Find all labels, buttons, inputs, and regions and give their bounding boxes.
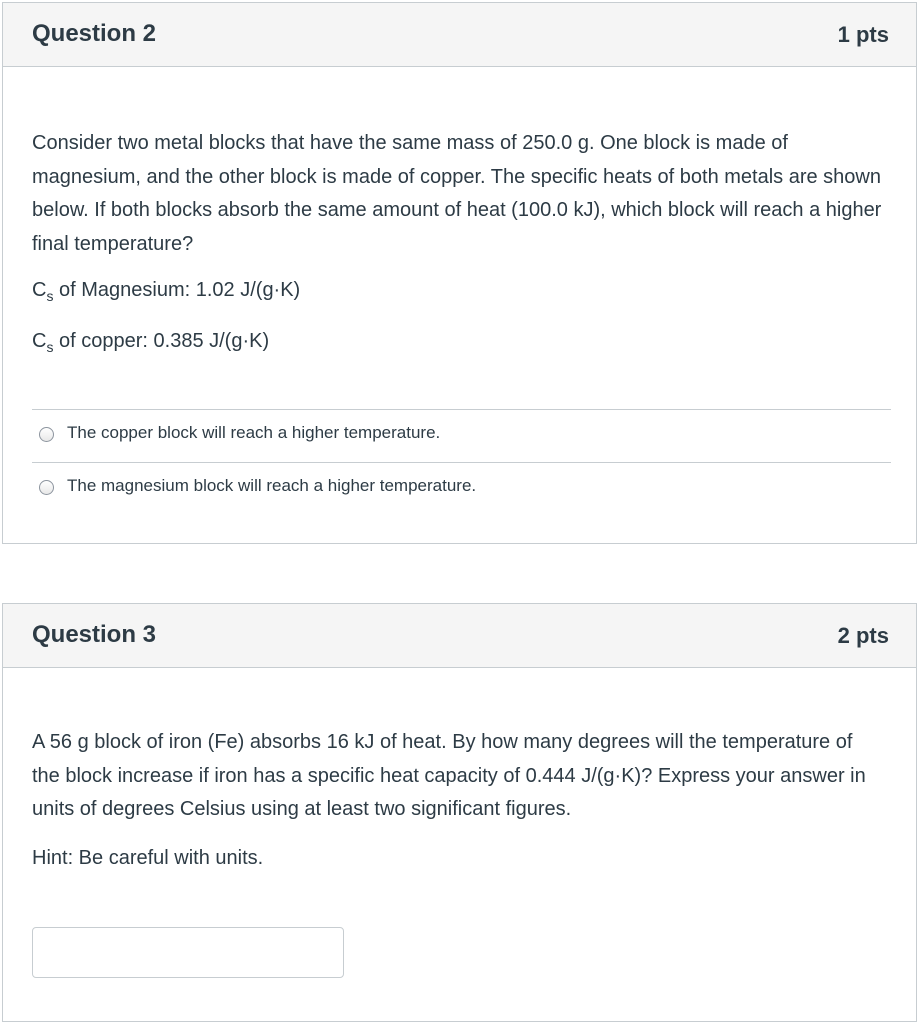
question-text: A 56 g block of iron (Fe) absorbs 16 kJ of heat. By how many degrees will the temperature of the block increase if iron has a specific heat capacity of 0.444 J/(g·K)? Express your answer in units of degrees Celsius using at least two significant figures. xyxy=(32,731,866,820)
symbol: C xyxy=(32,330,47,352)
value-text: of Magnesium: 1.02 J/(g·K) xyxy=(53,279,301,301)
question-points: 2 pts xyxy=(837,623,889,648)
answer-input[interactable] xyxy=(32,927,344,978)
question-3-card xyxy=(2,603,917,1022)
question-text: Consider two metal blocks that have the same mass of 250.0 g. One block is made of magnesium, and the other block is made of copper. The specific heats of both metals are shown below. If both blocks absorb the same amount of heat (100.0 kJ), which block will reach a higher final temperature? xyxy=(32,132,882,255)
symbol: C xyxy=(32,279,47,301)
question-title: Question 2 xyxy=(32,20,157,47)
question-points: 1 pts xyxy=(837,22,889,47)
question-title: Question 3 xyxy=(32,621,157,648)
question-header xyxy=(3,3,916,67)
answer-label[interactable]: The magnesium block will reach a higher temperature. xyxy=(67,476,477,495)
subscript: s xyxy=(46,339,54,355)
value-text: of copper: 0.385 J/(g·K) xyxy=(53,330,270,352)
subscript: s xyxy=(46,288,54,304)
question-2-card xyxy=(2,2,917,544)
answer-option-copper[interactable] xyxy=(32,409,891,461)
answer-option-magnesium[interactable] xyxy=(32,462,891,514)
question-hint: Hint: Be careful with units. xyxy=(32,847,264,869)
specific-heat-magnesium xyxy=(32,279,300,302)
question-header xyxy=(3,604,916,668)
specific-heat-copper xyxy=(32,330,269,353)
answer-label[interactable]: The copper block will reach a higher temperature. xyxy=(67,423,441,442)
radio-button[interactable] xyxy=(39,480,54,495)
radio-button[interactable] xyxy=(39,427,54,442)
